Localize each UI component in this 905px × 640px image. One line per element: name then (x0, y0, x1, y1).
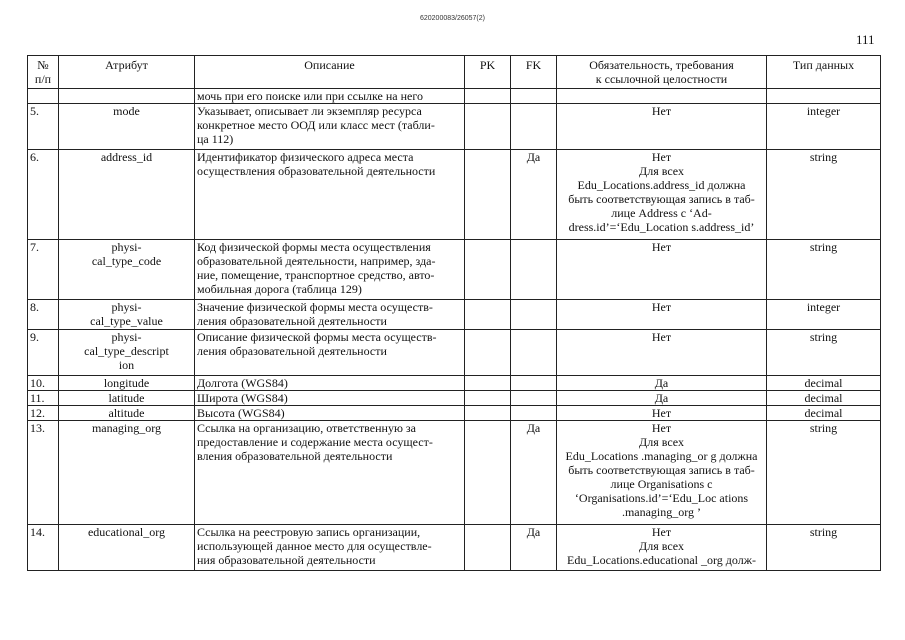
cell-requirement: Нет Для всех Edu_Locations.educational _org долж- (557, 525, 767, 571)
cell-pk (465, 391, 511, 406)
cell-pk (465, 525, 511, 571)
cell-description: Долгота (WGS84) (195, 376, 465, 391)
table-row (28, 104, 881, 150)
cell-description: Высота (WGS84) (195, 406, 465, 421)
cell-num: 9. (28, 330, 59, 376)
cell-requirement: Нет (557, 406, 767, 421)
cell-fk (511, 391, 557, 406)
cell-attribute: physi- cal_type_code (59, 240, 195, 300)
header-requirement: Обязательность, требования к ссылочной целостности (557, 56, 767, 89)
table-row (28, 300, 881, 330)
header-pk: PK (465, 56, 511, 89)
table-header-row (28, 56, 881, 89)
cell-pk (465, 376, 511, 391)
cell-num: 7. (28, 240, 59, 300)
cell-attribute: altitude (59, 406, 195, 421)
cell-attribute: physi- cal_type_descript ion (59, 330, 195, 376)
cell-type: string (767, 240, 881, 300)
cell-pk (465, 406, 511, 421)
cell-fk (511, 300, 557, 330)
cell-description: Описание физической формы места осуществ- ления образовательной деятельности (195, 330, 465, 376)
cell-fk (511, 240, 557, 300)
table-row (28, 525, 881, 571)
cell-requirement: Нет Для всех Edu_Locations.address_id должна быть соответствующая запись в таб- лице Address с ‘Ad- dress.id’=‘Edu_Location s.address_id’ (557, 150, 767, 240)
cell-num: 12. (28, 406, 59, 421)
cell-type: decimal (767, 376, 881, 391)
cell-num: 11. (28, 391, 59, 406)
cell-requirement (557, 89, 767, 104)
cell-num: 10. (28, 376, 59, 391)
cell-requirement: Нет (557, 240, 767, 300)
header-description: Описание (195, 56, 465, 89)
cell-type: string (767, 150, 881, 240)
cell-requirement: Да (557, 376, 767, 391)
cell-pk (465, 300, 511, 330)
cell-num: 6. (28, 150, 59, 240)
cell-attribute: address_id (59, 150, 195, 240)
cell-type: string (767, 525, 881, 571)
page-number: 111 (856, 32, 875, 47)
cell-fk: Да (511, 150, 557, 240)
cell-pk (465, 104, 511, 150)
cell-pk (465, 330, 511, 376)
cell-num (28, 89, 59, 104)
cell-attribute: managing_org (59, 421, 195, 525)
header-type: Тип данных (767, 56, 881, 89)
cell-num: 5. (28, 104, 59, 150)
cell-num: 13. (28, 421, 59, 525)
attributes-table (27, 55, 881, 571)
cell-type: string (767, 330, 881, 376)
table-row (28, 391, 881, 406)
cell-attribute: longitude (59, 376, 195, 391)
cell-requirement: Да (557, 391, 767, 406)
cell-description: мочь при его поиске или при ссылке на него (195, 89, 465, 104)
cell-requirement: Нет Для всех Edu_Locations .managing_or g должна быть соответствующая запись в таб- лице Organisations с ‘Organisations.id’=‘Edu_Loc ations .managing_org ’ (557, 421, 767, 525)
cell-fk (511, 104, 557, 150)
cell-attribute: latitude (59, 391, 195, 406)
cell-attribute: mode (59, 104, 195, 150)
table-row (28, 330, 881, 376)
cell-requirement: Нет (557, 104, 767, 150)
cell-pk (465, 421, 511, 525)
header-attribute: Атрибут (59, 56, 195, 89)
cell-fk (511, 376, 557, 391)
cell-description: Код физической формы места осуществления образовательной деятельности, например, зда- ние, помещение, транспортное средство, авто- мобильная дорога (таблица 129) (195, 240, 465, 300)
document-id: 620200083/26057(2) (419, 15, 485, 22)
cell-description: Значение физической формы места осуществ- ления образовательной деятельности (195, 300, 465, 330)
cell-description: Идентификатор физического адреса места осуществления образовательной деятельности (195, 150, 465, 240)
cell-description: Ссылка на организацию, ответственную за предоставление и содержание места осущест- вления образовательной деятельности (195, 421, 465, 525)
table-row (28, 150, 881, 240)
cell-description: Указывает, описывает ли экземпляр ресурса конкретное место ООД или класс мест (табли- ца 112) (195, 104, 465, 150)
cell-requirement: Нет (557, 330, 767, 376)
cell-description: Широта (WGS84) (195, 391, 465, 406)
cell-attribute: physi- cal_type_value (59, 300, 195, 330)
cell-type: integer (767, 300, 881, 330)
table-row (28, 406, 881, 421)
cell-requirement: Нет (557, 300, 767, 330)
cell-attribute (59, 89, 195, 104)
table-row (28, 376, 881, 391)
table-row (28, 89, 881, 104)
cell-type (767, 89, 881, 104)
cell-pk (465, 89, 511, 104)
cell-num: 14. (28, 525, 59, 571)
cell-pk (465, 240, 511, 300)
cell-pk (465, 150, 511, 240)
table-row (28, 240, 881, 300)
table-row (28, 421, 881, 525)
cell-num: 8. (28, 300, 59, 330)
cell-fk: Да (511, 421, 557, 525)
cell-type: integer (767, 104, 881, 150)
cell-type: decimal (767, 406, 881, 421)
header-num: № п/п (28, 56, 59, 89)
cell-fk (511, 89, 557, 104)
cell-attribute: educational_org (59, 525, 195, 571)
cell-type: decimal (767, 391, 881, 406)
header-fk: FK (511, 56, 557, 89)
cell-description: Ссылка на реестровую запись организации, использующей данное место для осуществле- ния образовательной деятельности (195, 525, 465, 571)
cell-fk (511, 330, 557, 376)
cell-type: string (767, 421, 881, 525)
cell-fk: Да (511, 525, 557, 571)
cell-fk (511, 406, 557, 421)
